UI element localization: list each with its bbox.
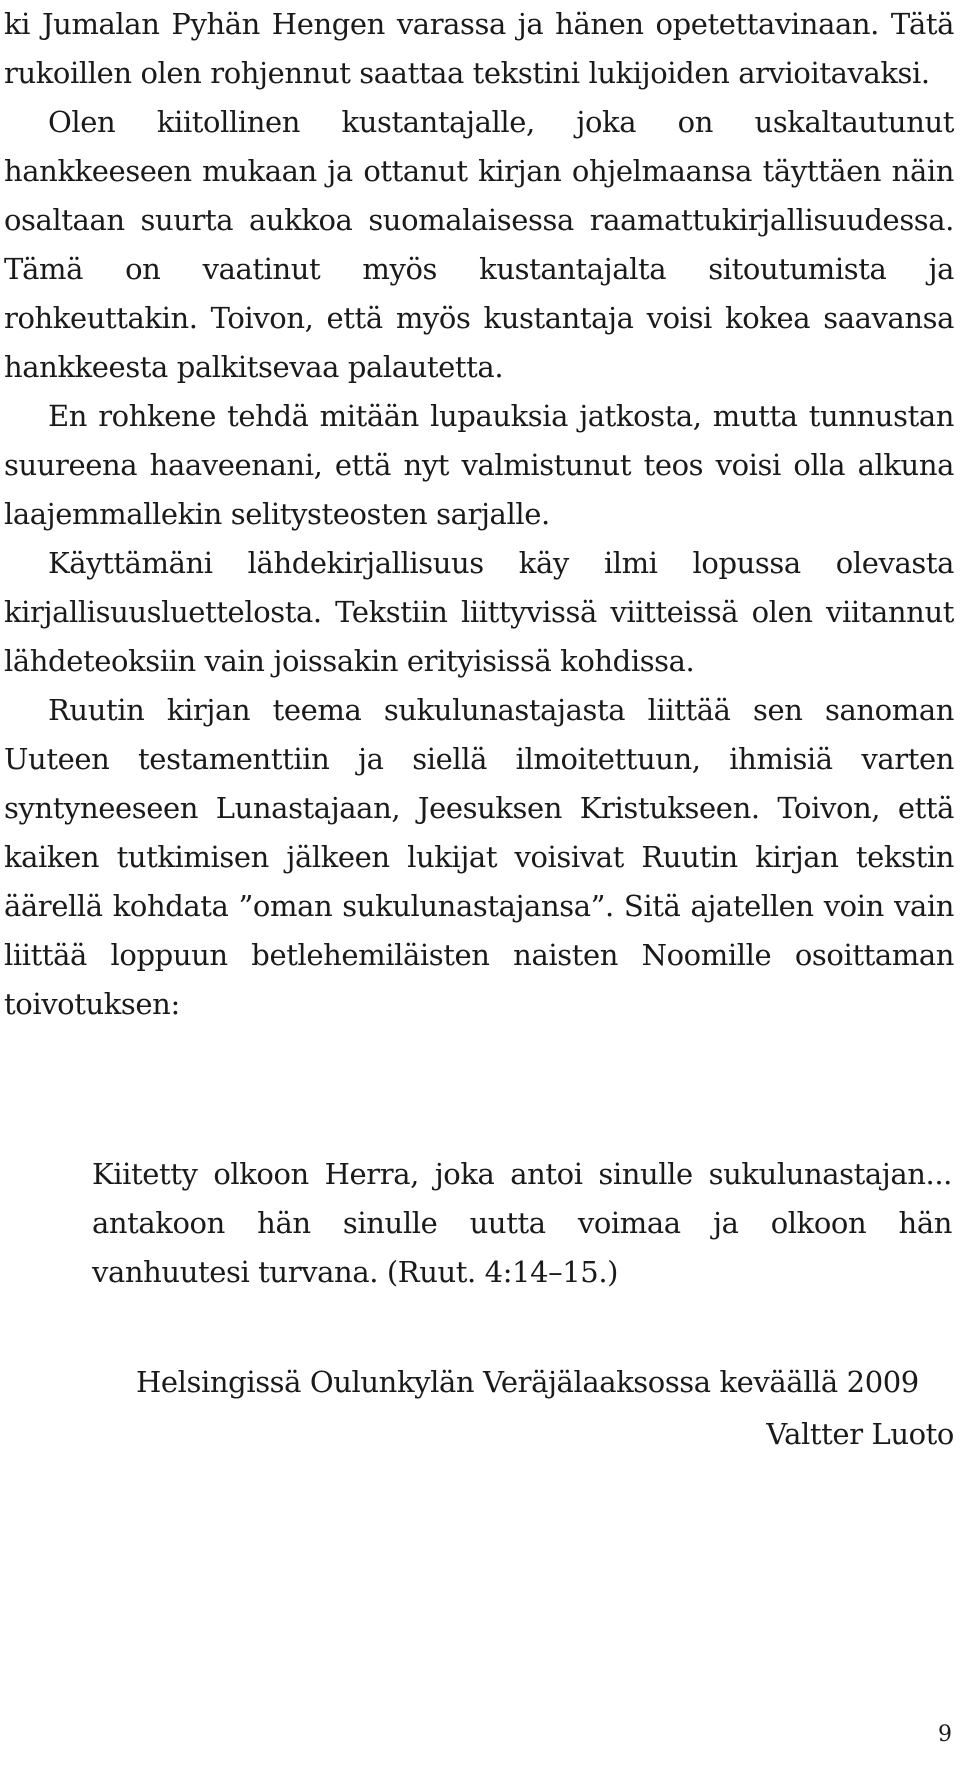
body-text — [4, 0, 954, 1029]
scripture-quote: Kiitetty olkoon Herra, joka antoi sinulle sukulunastajan... antakoon hän sinulle uutta voimaa ja olkoon hän vanhuutesi turvana. (Ruut. 4:14–15.) — [92, 1157, 952, 1289]
signature-place-date: Helsingissä Oulunkylän Veräjälaaksossa keväällä 2009 — [136, 1365, 919, 1399]
signature-name: Valtter Luoto — [766, 1417, 954, 1451]
paragraph-sources: Käyttämäni lähdekirjallisuus käy ilmi lopussa olevasta kirjallisuusluettelosta. Tekstiin liittyvissä viitteissä olen viitannut lähdeteoksiin vain joissakin erityisissä kohdissa. — [4, 546, 954, 678]
paragraph-continuation: ki Jumalan Pyhän Hengen varassa ja hänen opetettavinaan. Tätä rukoillen olen rohjennut saattaa tekstini lukijoiden arvioitavaksi. — [4, 7, 954, 90]
paragraph-series-hope: En rohkene tehdä mitään lupauksia jatkosta, mutta tunnustan suureena haaveenani, että nyt valmistunut teos voisi olla alkuna laajemmallekin selitysteosten sarjalle. — [4, 399, 954, 531]
paragraph-thanks-publisher: Olen kiitollinen kustantajalle, joka on uskaltautunut hankkeeseen mukaan ja ottanut kirjan ohjelmaansa täyttäen näin osaltaan suurta aukkoa suomalaisessa raamattukirjallisuudessa. Tämä on vaatinut myös kustantajalta sitoutumista ja rohkeuttakin. Toivon, että myös kustantaja voisi kokea saavansa hankkeesta palkitsevaa palautetta. — [4, 105, 954, 384]
page-number: 9 — [938, 1722, 952, 1747]
paragraph-theme: Ruutin kirjan teema sukulunastajasta liittää sen sanoman Uuteen testamenttiin ja siellä ilmoitettuun, ihmisiä varten syntyneeseen Lunastajaan, Jeesuksen Kristukseen. Toivon, että kaiken tutkimisen jälkeen lukijat voisivat Ruutin kirjan tekstin äärellä kohdata ”oman sukulunastajansa”. Sitä ajatellen voin vain liittää loppuun betlehemiläisten naisten Noomille osoittaman toivotuksen: — [4, 693, 954, 1021]
